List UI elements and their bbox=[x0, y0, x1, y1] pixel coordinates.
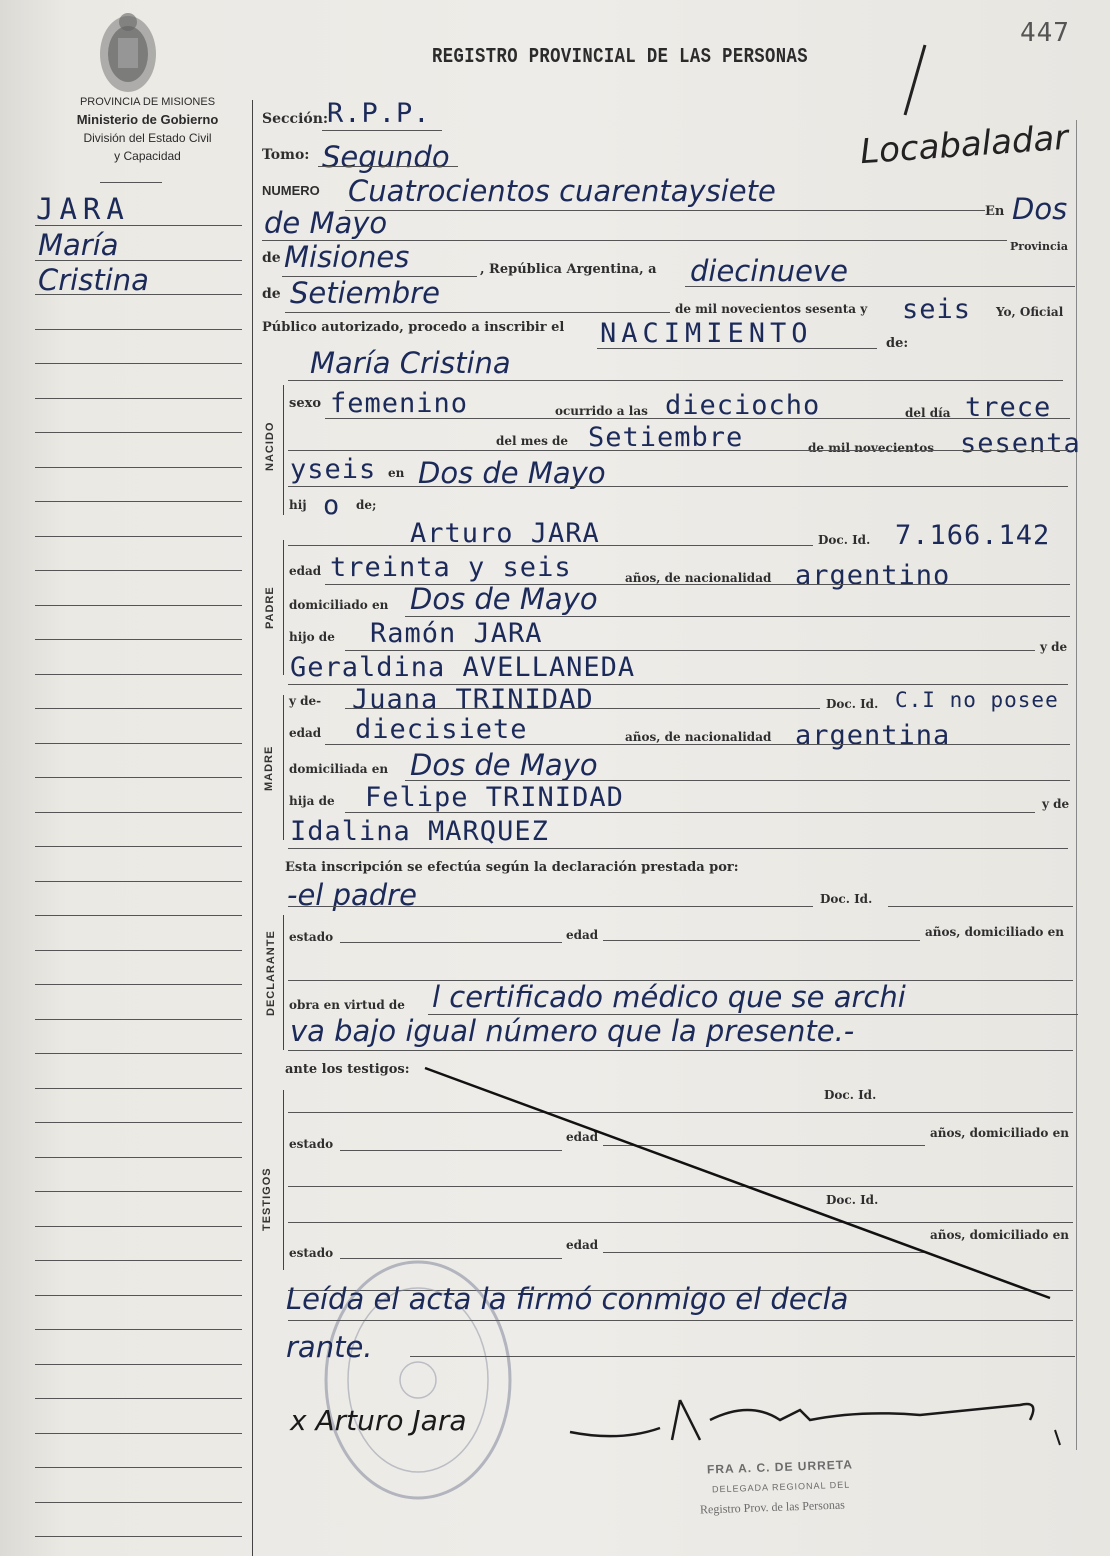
madre-doc-value: C.I no posee bbox=[895, 688, 1059, 712]
madre-name: Juana TRINIDAD bbox=[352, 684, 594, 715]
numero-value: Cuatrocientos cuarentaysiete bbox=[348, 174, 776, 208]
closing-line-2: rante. bbox=[286, 1330, 373, 1364]
tomo-value: Segundo bbox=[322, 140, 450, 174]
anio-value-2: yseis bbox=[290, 454, 377, 485]
declarante-doc-label: Doc. Id. bbox=[820, 892, 873, 906]
province-label: PROVINCIA DE MISIONES bbox=[79, 96, 216, 108]
publico-label: Público autorizado, procedo a inscribir el bbox=[262, 320, 565, 335]
sexo-label: sexo bbox=[289, 396, 322, 411]
testigo2-estado-label: estado bbox=[289, 1246, 334, 1260]
madre-doc-label: Doc. Id. bbox=[826, 697, 879, 711]
hora-value: dieciocho bbox=[665, 390, 821, 421]
official-name: FRA A. C. DE URRETA bbox=[706, 1457, 854, 1477]
testigos-intro: ante los testigos: bbox=[285, 1062, 410, 1077]
padre-nac-label: años, de nacionalidad bbox=[625, 571, 772, 585]
padre-yde-label: y de bbox=[1040, 640, 1068, 654]
margin-second-name: Cristina bbox=[38, 263, 149, 297]
lugar-en-label: en bbox=[388, 466, 405, 480]
mes-value: Setiembre bbox=[588, 422, 744, 453]
madre-edad-label: edad bbox=[289, 726, 322, 740]
padre-name: Arturo JARA bbox=[410, 518, 600, 549]
en-value: Dos bbox=[1012, 192, 1068, 226]
padre-section-label: PADRE bbox=[264, 586, 276, 629]
tomo-label: Tomo: bbox=[262, 147, 310, 163]
sexo-value: femenino bbox=[330, 388, 469, 419]
signature-official bbox=[560, 1390, 1080, 1460]
madre-dom-label: domiciliada en bbox=[289, 762, 389, 776]
padre-hijo-value: Ramón JARA bbox=[370, 618, 543, 649]
ministry-label: Ministerio de Gobierno bbox=[76, 112, 219, 127]
dia-label: del día bbox=[905, 406, 951, 420]
seccion-value: R.P.P. bbox=[327, 98, 431, 129]
republica-label: , República Argentina, a bbox=[480, 262, 657, 277]
madre-nac-value: argentina bbox=[795, 720, 951, 751]
division-label: División del Estado Civil bbox=[83, 131, 212, 145]
dia-value: trece bbox=[965, 392, 1052, 423]
declarante-intro: Esta inscripción se efectúa según la declaración prestada por: bbox=[285, 860, 739, 875]
padre-dom-value: Dos de Mayo bbox=[410, 582, 598, 616]
closing-line-1: Leída el acta la firmó conmigo el decla bbox=[286, 1282, 849, 1316]
act-type-value: NACIMIENTO bbox=[600, 318, 813, 349]
province-value: Misiones bbox=[284, 240, 410, 274]
padre-dom-label: domiciliado en bbox=[289, 598, 389, 612]
page-number: 447 bbox=[1020, 18, 1070, 48]
seccion-label: Sección: bbox=[262, 111, 329, 127]
testigo2-edad-label: edad bbox=[566, 1238, 599, 1252]
lugar-value: Dos de Mayo bbox=[418, 456, 606, 490]
testigo2-anios-label: años, domiciliado en bbox=[930, 1228, 1069, 1242]
declarante-edad-label: edad bbox=[566, 928, 599, 942]
madre-section-label: MADRE bbox=[263, 745, 275, 791]
hij-value: o bbox=[323, 490, 341, 521]
hij-label: hij bbox=[289, 498, 307, 512]
declarante-value: -el padre bbox=[287, 878, 417, 912]
oficial-label: Yo, Oficial bbox=[996, 305, 1064, 319]
de-semicolon-label: de; bbox=[356, 498, 377, 512]
official-title: DELEGADA REGIONAL DEL bbox=[711, 1479, 851, 1495]
document-title: REGISTRO PROVINCIAL DE LAS PERSONAS bbox=[432, 46, 809, 69]
padre-edad-label: edad bbox=[289, 564, 322, 578]
closing-line-1-rule bbox=[288, 1320, 1073, 1321]
testigo1-edad-label: edad bbox=[566, 1130, 599, 1144]
padre-doc-label: Doc. Id. bbox=[818, 533, 871, 547]
testigos-section-label: TESTIGOS bbox=[261, 1167, 273, 1231]
obra-value: l certificado médico que se archi bbox=[432, 980, 906, 1014]
en-label: En bbox=[985, 204, 1005, 219]
madre-madre-value: Idalina MARQUEZ bbox=[290, 816, 549, 847]
testigo1-doc-label: Doc. Id. bbox=[824, 1088, 877, 1102]
madre-yde-label: y de- bbox=[289, 694, 322, 708]
madre-yde2-label: y de bbox=[1042, 797, 1070, 811]
testigo1-estado-label: estado bbox=[289, 1137, 334, 1151]
capacity-label: y Capacidad bbox=[114, 149, 181, 163]
padre-edad-value: treinta y seis bbox=[330, 552, 572, 583]
provincia-label: Provincia bbox=[1010, 240, 1068, 253]
margin-surname: JARA bbox=[36, 192, 130, 226]
mes-label: del mes de bbox=[496, 434, 569, 448]
signature-declarant: x Arturo Jara bbox=[290, 1404, 467, 1437]
obra-label: obra en virtud de bbox=[289, 998, 405, 1012]
padre-nac-value: argentino bbox=[795, 560, 951, 591]
padre-hijo-label: hijo de bbox=[289, 630, 335, 644]
madre-nac-label: años, de nacionalidad bbox=[625, 730, 772, 744]
de-label-1: de bbox=[262, 250, 281, 266]
madre-dom-value: Dos de Mayo bbox=[410, 748, 598, 782]
month-value: Setiembre bbox=[290, 276, 440, 310]
anio-value: sesenta bbox=[960, 428, 1081, 459]
declarante-section-label: DECLARANTE bbox=[265, 930, 277, 1016]
obra-value-2: va bajo igual número que la presente.- bbox=[290, 1014, 855, 1048]
hora-label: ocurrido a las bbox=[555, 404, 648, 418]
nacido-name: María Cristina bbox=[310, 346, 511, 380]
madre-hija-value: Felipe TRINIDAD bbox=[365, 782, 624, 813]
testigo1-anios-label: años, domiciliado en bbox=[930, 1126, 1069, 1140]
signature-top: Locabaladar bbox=[858, 117, 1070, 173]
declarante-anios-label: años, domiciliado en bbox=[925, 925, 1064, 939]
padre-doc-value: 7.166.142 bbox=[895, 520, 1051, 551]
padre-madre-value: Geraldina AVELLANEDA bbox=[290, 652, 636, 683]
closing-line-2-rule bbox=[410, 1356, 1075, 1357]
nacido-section-label: NACIDO bbox=[264, 421, 276, 471]
testigo2-doc-label: Doc. Id. bbox=[826, 1193, 879, 1207]
madre-hija-label: hija de bbox=[289, 794, 335, 808]
madre-edad-value: diecisiete bbox=[355, 714, 528, 745]
anio-label: de mil novecientos bbox=[808, 441, 935, 455]
de-label-2: de bbox=[262, 286, 281, 302]
official-org: Registro Prov. de las Personas bbox=[699, 1497, 846, 1517]
de-mayo-value: de Mayo bbox=[264, 206, 388, 240]
margin-first-name: María bbox=[38, 228, 119, 262]
numero-label: NUMERO bbox=[262, 183, 320, 198]
day-value: diecinueve bbox=[690, 254, 848, 288]
declarante-estado-label: estado bbox=[289, 930, 334, 944]
year-value: seis bbox=[902, 294, 972, 325]
de-label-3: de: bbox=[886, 336, 909, 351]
year-label: de mil novecientos sesenta y bbox=[675, 302, 868, 316]
